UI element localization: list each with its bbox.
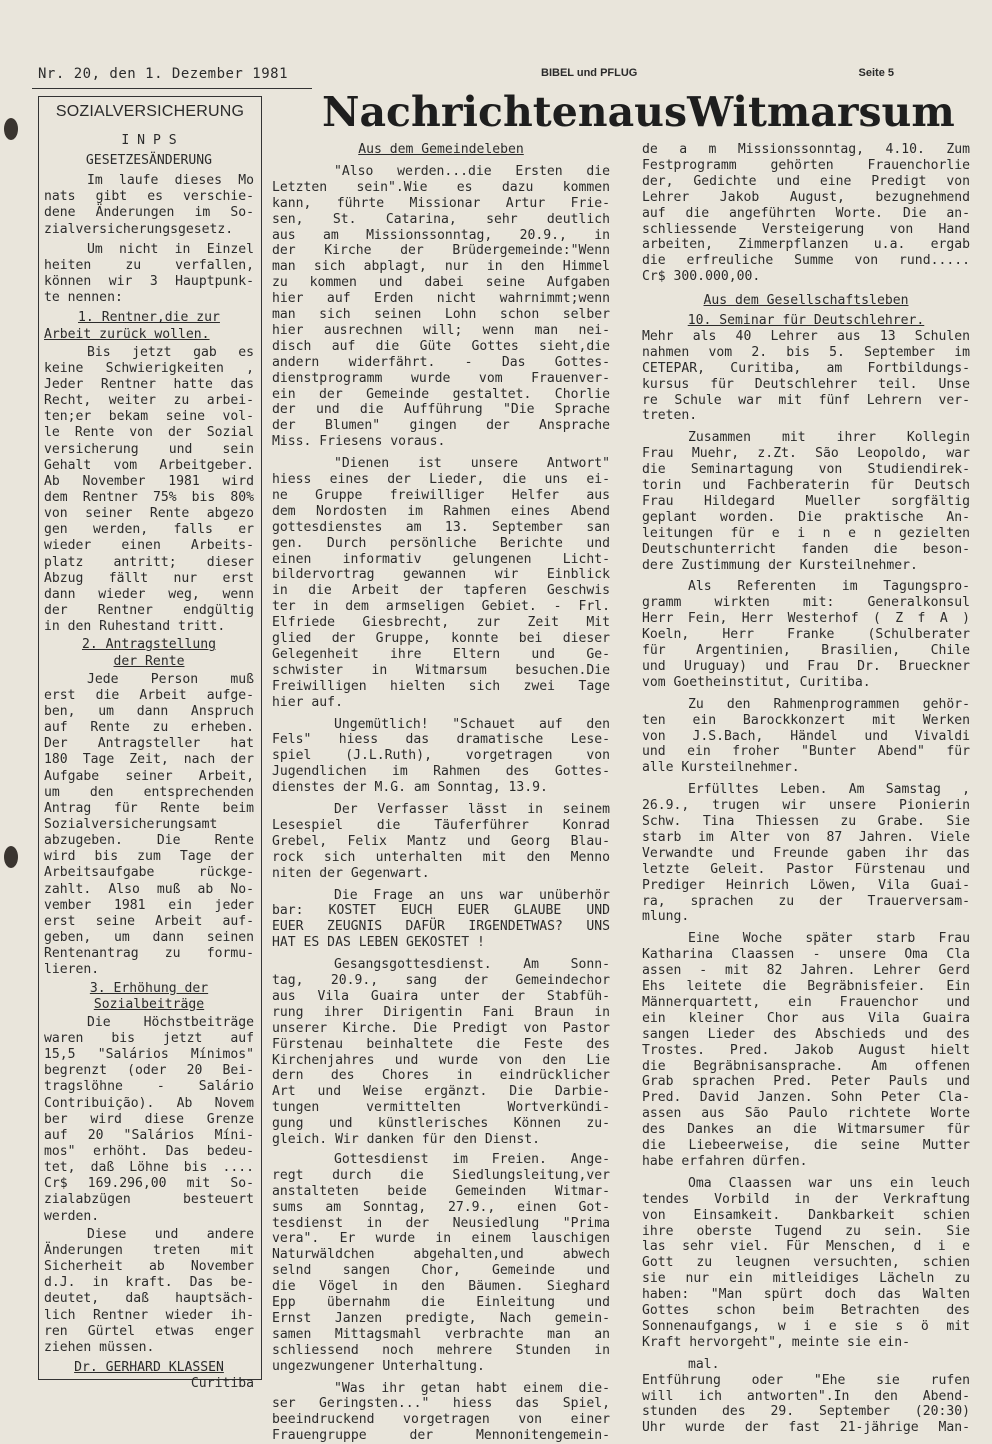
text-line: die erfreuliche Summe von rund..... xyxy=(642,253,970,269)
text-line: Freiwilligen hielten sich zwei Tage xyxy=(272,678,610,694)
text-line: schliessende Versteigerung von Hand xyxy=(642,221,970,237)
text-line: habe erfahren dürfen. xyxy=(642,1153,808,1169)
text-line: Art und Weise ergänzt. Die Darbie- xyxy=(272,1084,610,1100)
text-line: schwister in Witmarsum besuchen.Die xyxy=(272,662,610,678)
text-line: und ein froher "Bunter Abend" für xyxy=(642,744,970,760)
text-line: tesdienst in der Neusiedlung "Prima xyxy=(272,1215,610,1231)
text-line: Kraft hervorgeht", meinte sie ein- xyxy=(642,1334,911,1350)
sidebar-line: lich Rentner wieder ih- xyxy=(44,1307,254,1323)
sidebar-title: SOZIALVERSICHERUNG xyxy=(55,103,245,120)
author-line: Dr. GERHARD KLASSEN xyxy=(74,1359,224,1375)
sidebar-line: Sicherheit ab November xyxy=(44,1259,254,1275)
sidebar-line: Sozialversicherungsamt xyxy=(44,817,218,832)
text-line: der Blumen" gingen der Ansprache xyxy=(272,418,610,434)
text-line: torin und Fachberaterin für Deutsch xyxy=(642,478,970,493)
text-line: Ehs leitete die Begräbnisfeier. Ein xyxy=(642,979,970,994)
text-line: auf die angeführten Worte. Die an- xyxy=(642,205,970,221)
text-line: anstalteten beide Gemeinden Witmar- xyxy=(272,1183,610,1199)
article-title xyxy=(322,88,955,136)
sidebar-line: Ab November 1981 wird xyxy=(44,473,254,489)
sidebar-line: Arbeitsaufgabe rückge- xyxy=(44,865,254,881)
sidebar-line: keine Schwierigkeiten , xyxy=(44,360,254,376)
text-line: hier ausrechnen will; wenn man nei- xyxy=(272,322,610,338)
text-line: Zusammen mit ihrer Kollegin xyxy=(688,430,970,446)
text-line: stunden des 29. September (20:30) xyxy=(642,1404,970,1420)
text-line: Trostes. Pred. Jakob August hielt xyxy=(642,1042,970,1058)
sidebar-line: zahlt. Also muß ab No- xyxy=(44,881,254,897)
text-line: dern des Chores in eindrücklicher xyxy=(272,1068,610,1084)
text-line: Gelegenheit ihre Eltern und Ge- xyxy=(272,646,610,662)
text-line: mal. xyxy=(688,1356,720,1372)
sidebar-line: deutet, daß hauptsäch- xyxy=(44,1291,254,1307)
sidebar-line: können wir 3 Hauptpunk- xyxy=(44,274,254,290)
text-line: kann, führte Missionar Artur Frie- xyxy=(272,195,610,211)
sidebar-line: Jeder Rentner hatte das xyxy=(44,376,254,392)
sidebar-line: Antrag für Rente beim xyxy=(44,800,254,816)
text-line: ein kleiner Chor aus Vila Guaira xyxy=(642,1010,970,1026)
text-line: "Dienen ist unsere Antwort" xyxy=(334,456,610,472)
text-line: dem Nordosten im Rahmen eines Abend xyxy=(272,503,610,519)
page-header xyxy=(38,66,932,82)
text-line: der Kirche der Brüdergemeinde:"Wenn xyxy=(272,243,610,259)
text-line: Gottesdienst im Freien. Ange- xyxy=(334,1151,610,1167)
text-line: dienstes der M.G. am Sonntag, 13.9. xyxy=(272,780,548,796)
text-line: Deutschunterricht fanden die beson- xyxy=(642,541,970,557)
sidebar-line: I N P S xyxy=(121,133,177,148)
text-line: re Schule war mit fünf Lehrern ver- xyxy=(642,392,970,408)
text-line: spiel (J.L.Ruth), vorgetragen von xyxy=(272,748,610,764)
sidebar-line: Diese und andere xyxy=(87,1226,254,1242)
text-line: unserer Kirche. Die Predigt von Pastor xyxy=(272,1020,610,1036)
sidebar-line: lieren. xyxy=(44,962,100,978)
text-line: assen aus São Paulo richtete Worte xyxy=(642,1106,970,1122)
sidebar-line: erst die Arbeit aufge- xyxy=(44,687,254,703)
sidebar-line: Arbeit zurück wollen. xyxy=(44,326,210,342)
text-line: bildervortrag gewannen wir Einblick xyxy=(272,567,610,583)
sidebar-line: tet, daß Löhne bis .... xyxy=(44,1160,254,1176)
sidebar-line: Aufgabe seiner Arbeit, xyxy=(44,768,254,784)
text-line: glied der Gruppe, konnte bei dieser xyxy=(272,631,610,646)
sidebar-line: ber wird diese Grenze xyxy=(44,1111,254,1127)
text-line: Ernst Janzen predigte, Nach gemein- xyxy=(272,1310,610,1326)
text-line: Gottes schon beim Betrachten des xyxy=(642,1303,970,1318)
text-line: mlung. xyxy=(642,909,690,925)
text-line: Prediger Heinrich Löwen, Vila Guai- xyxy=(642,877,970,893)
title-word: Nachrichten xyxy=(322,88,608,136)
text-line: 26.9., trugen wir unsere Pionierin xyxy=(642,798,970,814)
sidebar-line: 3. Erhöhung der xyxy=(89,980,209,996)
sidebar-line: Änderungen treten mit xyxy=(44,1242,254,1258)
text-line: starb im Alter von 87 Jahren. Viele xyxy=(642,829,970,845)
text-line: Lehrer Jakob August, bezugnehmend xyxy=(642,189,970,205)
sidebar-line: ren Gürtel etwas enger xyxy=(44,1323,254,1339)
text-line: Zu den Rahmenprogrammen gehör- xyxy=(688,696,970,712)
sidebar-line: le Rente von der Sozial xyxy=(44,425,254,441)
sidebar-line: Jede Person muß xyxy=(87,671,254,687)
text-line: 10. Seminar für Deutschlehrer. xyxy=(687,313,925,328)
sidebar-line: in den Ruhestand tritt. xyxy=(44,619,226,635)
text-line: ihre oberste Tugend zu sein. Sie xyxy=(642,1223,970,1239)
text-line: ser Geringsten..." hiess das Spiel, xyxy=(272,1396,610,1412)
sidebar-line: auf 20 "Salários Míni- xyxy=(44,1127,254,1143)
text-line: sie nur ein mitleidiges Lächeln zu xyxy=(642,1271,970,1287)
title-word: Witmarsum xyxy=(687,88,955,136)
text-line: Pred. David Janzen. Sohn Peter Cla- xyxy=(642,1090,970,1106)
sidebar-line: tragslöhne - Salário xyxy=(44,1079,254,1095)
sidebar-line: gen werden, falls er xyxy=(44,522,254,538)
sidebar-line: auf Rente zu erheben. xyxy=(44,720,254,736)
text-line: Eine Woche später starb Frau xyxy=(688,931,970,947)
sidebar-line: Im laufe dieses Mo xyxy=(87,173,254,189)
text-line: beeindruckend vorgetragen von einer xyxy=(272,1412,610,1428)
sidebar-line: 1. Rentner,die zur xyxy=(78,310,220,326)
sidebar-line: ten;er bekam seine vol- xyxy=(44,409,254,425)
sidebar-line: erst seine Arbeit auf- xyxy=(44,913,254,929)
text-line: "Was ihr getan habt einem die- xyxy=(334,1380,610,1396)
sidebar-line: 15,5 "Salários Mínimos" xyxy=(44,1047,254,1063)
text-line: samen Mittagsmahl verbrachte man an xyxy=(272,1326,610,1342)
text-line: andern widerfährt. - Das Gottes- xyxy=(272,354,610,370)
text-line: rung ihrer Dirigentin Fani Braun in xyxy=(272,1004,610,1020)
text-line: dere Zustimmung der Kursteilnehmer. xyxy=(642,557,918,573)
text-line: die Vögel in den Bäumen. Sieghard xyxy=(272,1279,610,1295)
text-line: die Liebeerweise, die seine Mutter xyxy=(642,1138,970,1153)
text-line: Gesangsgottesdienst. Am Sonn- xyxy=(334,957,610,973)
sidebar-line: d.J. in kraft. Das be- xyxy=(44,1275,254,1291)
title-word: aus xyxy=(607,88,688,136)
text-line: die Seminartagung von Studiendirek- xyxy=(642,462,970,478)
text-line: Entführung oder "Ehe sie rufen xyxy=(642,1372,970,1388)
publication-name: BIBEL und PFLUG xyxy=(541,67,638,79)
text-line: gung und künstlerisches Können zu- xyxy=(272,1116,610,1132)
sidebar-line: geben, um dann seinen xyxy=(44,930,254,946)
text-line: tendes Vorbild in der Verkraftung xyxy=(642,1191,970,1207)
text-line: Frau Hildegard Mueller sorgfältig xyxy=(642,493,970,509)
sidebar-line: te nennen: xyxy=(44,290,123,306)
text-line: Mehr als 40 Lehrer aus 13 Schulen xyxy=(642,328,970,344)
text-line: der, Gedichte und eine Predigt von xyxy=(642,173,970,189)
text-line: gramm wirkten mit: Generalkonsul xyxy=(642,595,970,611)
text-line: Männerquartett, ein Frauenchor und xyxy=(642,994,970,1010)
text-line: Festprogramm gehörten Frauenchorlie xyxy=(642,157,970,173)
text-line: Elfriede Giesbrecht, zur Zeit Mit xyxy=(272,615,610,631)
text-line: Grab sprachen Pred. Peter Pauls und xyxy=(642,1074,970,1090)
text-line: Frauengruppe der Mennonitengemein- xyxy=(272,1428,610,1444)
sidebar-line: Abzug fällt nur erst xyxy=(44,570,254,586)
page-number: Seite 5 xyxy=(858,67,894,79)
text-line: kursus für Deutschlehrer teil. Unse xyxy=(642,376,970,392)
text-line: rock sich unterhalten mit den Menno xyxy=(272,849,610,865)
sidebar-line: heiten zu verfallen, xyxy=(44,257,254,273)
sidebar-line: platz antritt; dieser xyxy=(44,554,254,570)
text-line: dienstprogramm wurde vom Frauenver- xyxy=(272,370,610,386)
text-line: Miss. Friesens voraus. xyxy=(272,434,446,450)
text-line: ein der Gemeinde gestaltet. Chorlie xyxy=(272,386,610,402)
text-line: arbeiten, Zimmerpflanzen u.a. ergab xyxy=(642,237,970,253)
text-line: Der Verfasser lässt in seinem xyxy=(334,802,610,817)
sidebar-line: abzugeben. Die Rente xyxy=(44,833,254,849)
sidebar-line: Die Höchstbeiträge xyxy=(87,1014,254,1030)
text-line: und Uruguay) und Frau Dr. Brueckner xyxy=(642,658,970,674)
text-line: Uhr wurde der fast 21-jährige Man- xyxy=(642,1420,970,1436)
sidebar-line: versicherung und sein xyxy=(44,441,254,457)
text-line: von Einsamkeit. Dankbarkeit schien xyxy=(642,1207,970,1223)
sidebar-line: mos" erhöht. Das bedeu- xyxy=(44,1144,254,1159)
sidebar-line: von seiner Rente abgezo xyxy=(44,506,254,522)
text-line: Cr$ 300.000,00. xyxy=(642,269,761,285)
text-line: man sich seinen Lohn schon selber xyxy=(272,307,610,322)
text-line: Die Frage an uns war unüberhör xyxy=(334,887,610,903)
text-line: will ich antworten".In den Abend- xyxy=(642,1388,970,1404)
text-line: vera". Er wurde in einem lauschigen xyxy=(272,1231,610,1247)
sidebar-line: vember 1981 ein jeder xyxy=(44,897,254,913)
text-line: leitungen für e i n e n gezielten xyxy=(642,525,970,541)
text-line: ter in dem armseligen Gebiet. - Frl. xyxy=(272,599,610,615)
text-line: zu kommen und dabei seine Aufgaben xyxy=(272,275,610,291)
sidebar-line: Rentenantrag zu formu- xyxy=(44,946,254,962)
text-line: gen. Durch persönliche Berichte und xyxy=(272,535,610,551)
sidebar-line: ziehen müssen. xyxy=(44,1339,155,1355)
text-line: gleich. Wir danken für den Dienst. xyxy=(272,1132,541,1147)
sidebar-line: wird bis zum Tage der xyxy=(44,849,254,865)
text-line: vom Goetheinstitut, Curitiba. xyxy=(642,674,871,690)
text-line: gottesdienstes am 13. September san xyxy=(272,519,610,535)
text-line: hier auf Erden nicht wahrnimmt;wenn xyxy=(272,291,610,307)
sidebar-line: dann wieder weg, wenn xyxy=(44,586,254,602)
text-line: der und die Aufführung "Die Sprache xyxy=(272,402,610,418)
text-line: Katharina Claassen - unsere Oma Cla xyxy=(642,947,970,963)
text-line: Jugendlichen im Rahmen des Gottes- xyxy=(272,764,610,780)
text-line: de a m Missionssonntag, 4.10. Zum xyxy=(642,142,970,157)
text-line: Naturwäldchen abgehalten,und abwech xyxy=(272,1247,610,1263)
sidebar-line: Der Antragsteller hat xyxy=(44,736,254,752)
text-line: Aus dem Gemeindeleben xyxy=(358,142,524,157)
sidebar-line: Gehalt vom Arbeitgeber. xyxy=(44,457,254,473)
text-line: HAT ES DAS LEBEN GEKOSTET ! xyxy=(272,935,485,951)
text-line: sums am Sonntag, 27.9., einen Got- xyxy=(272,1199,610,1215)
text-line: las sehr viel. Für Menschen, d i e xyxy=(642,1239,970,1255)
article-column-1 xyxy=(272,140,610,1444)
text-line: selnd sangen Chor, Gemeinde und xyxy=(272,1263,610,1279)
text-line: "Also werden...die Ersten die xyxy=(334,163,610,179)
sidebar-line: ben, um dann Anspruch xyxy=(44,703,254,719)
text-line: aus am Missionssonntag, 20.9., in xyxy=(272,227,610,243)
text-line: Grebel, Felix Mantz und Georg Blau- xyxy=(272,833,610,849)
text-line: disch auf die Güte Gottes sieht,die xyxy=(272,338,610,354)
text-line: einen informativ gelungenen Licht- xyxy=(272,551,610,567)
text-line: Gott zu leugnen versuchten, schien xyxy=(642,1255,970,1271)
sidebar-line: dem Rentner 75% bis 80% xyxy=(44,490,254,505)
text-line: Herr Fein, Herr Westerhof ( Z f A ) xyxy=(642,611,970,627)
text-line: schliessend noch mehrere Stunden in xyxy=(272,1342,610,1358)
text-line: Lesespiel die Täuferführer Konrad xyxy=(272,817,610,833)
text-line: alle Kursteilnehmer. xyxy=(642,760,800,776)
text-line: geplant worden. Die praktische An- xyxy=(642,509,970,525)
sidebar-line: zialabzügen besteuert xyxy=(44,1192,254,1208)
text-line: letzte Geleit. Pastor Fürstenau und xyxy=(642,861,970,877)
text-line: CETEPAR, Curitiba, am Fortbildungs- xyxy=(642,360,970,376)
sidebar-line: um den entsprechenden xyxy=(44,784,254,800)
text-line: regt durch die Siedlungsleitung,ver xyxy=(272,1167,610,1183)
text-line: Verwandte und Freunde gaben ihr das xyxy=(642,845,970,861)
text-line: Erfülltes Leben. Am Samstag , xyxy=(688,782,970,798)
sidebar-line: dene Änderungen im So- xyxy=(44,205,254,221)
punch-hole xyxy=(4,118,18,140)
issue-line: Nr. 20, den 1. Dezember 1981 xyxy=(38,66,289,82)
sidebar-line: waren bis jetzt auf xyxy=(44,1030,254,1046)
text-line: Fels" hiess das dramatische Lese- xyxy=(272,732,610,748)
text-line: die Begräbnisansprache. Am offenen xyxy=(642,1058,970,1074)
text-line: Schw. Tina Thiessen zu Grabe. Sie xyxy=(642,814,970,829)
text-line: EUER ZEUGNIS DAFÜR IRGENDETWAS? UNS xyxy=(272,919,610,935)
text-line: tag, 20.9., sang der Gemeindechor xyxy=(272,973,610,988)
sidebar-box xyxy=(38,96,262,1392)
text-line: Als Referenten im Tagungspro- xyxy=(688,579,970,595)
text-line: nahmen vom 2. bis 5. September im xyxy=(642,344,970,360)
sidebar-line: Sozialbeiträge xyxy=(93,996,205,1012)
text-line: Oma Claassen war uns ein leuch xyxy=(688,1175,970,1191)
sidebar-line: 2. Antragstellung xyxy=(81,637,216,653)
text-line: aus Vila Guaira unter der Stabfüh- xyxy=(272,988,610,1004)
text-line: sen, St. Catarina, sehr deutlich xyxy=(272,211,610,227)
text-line: ra, sprachen zu der Trauerversam- xyxy=(642,893,970,909)
text-line: Koeln, Herr Franke (Schulberater xyxy=(642,627,970,643)
sidebar-line: Recht, weiter zu arbei- xyxy=(44,393,254,409)
sidebar-line: Bis jetzt gab es xyxy=(87,344,254,360)
article-column-2 xyxy=(642,140,970,1436)
text-line: Fürstenau beinhaltete die Feste des xyxy=(272,1036,610,1052)
punch-hole xyxy=(4,846,18,868)
text-line: haben: "Man spürt doch das Walten xyxy=(642,1287,970,1303)
text-line: Letzten sein".Wie es dazu kommen xyxy=(272,179,610,195)
text-line: assen - mit 82 Jahren. Lehrer Gerd xyxy=(642,963,970,979)
author-line: Curitiba xyxy=(190,1376,254,1392)
sidebar-line: begrenzt (oder 20 Bei- xyxy=(44,1063,254,1079)
text-line: ne Gruppe freiwilliger Helfer aus xyxy=(272,487,610,503)
text-line: in die Arbeit der tapferen Geschwis xyxy=(272,583,610,599)
text-line: sangen Lieder des Abschieds und des xyxy=(642,1026,970,1042)
header-rule xyxy=(32,88,312,89)
text-line: ten ein Barockkonzert mit Werken xyxy=(642,712,970,728)
sidebar-line: zialversicherungsgesetz. xyxy=(44,221,234,237)
text-line: treten. xyxy=(642,408,698,424)
sidebar-line: Cr$ 169.296,00 mit So- xyxy=(44,1176,254,1192)
text-line: Kirchenjahres und wurde von den Lie xyxy=(272,1052,610,1068)
text-line: hiess eines der Lieder, die uns ei- xyxy=(272,472,610,487)
text-line: des Dankes an die Witmarsumer für xyxy=(642,1122,970,1138)
text-line: Sonnenaufgangs, w i e sie s ö mit xyxy=(642,1318,970,1334)
text-line: ungezwungener Unterhaltung. xyxy=(272,1358,485,1374)
text-line: niten der Gegenwart. xyxy=(272,865,430,881)
sidebar-line: nats gibt es verschie- xyxy=(44,189,254,205)
text-line: für Argentinien, Brasilien, Chile xyxy=(642,643,970,658)
sidebar-line: wieder einen Arbeits- xyxy=(44,538,254,554)
sidebar-line: GESETZESÄNDERUNG xyxy=(85,153,213,168)
text-line: Frau Muehr, z.Zt. São Leopoldo, war xyxy=(642,446,970,462)
sidebar-line: Um nicht in Einzel xyxy=(87,241,254,257)
text-line: hier auf. xyxy=(272,694,343,710)
text-line: von J.S.Bach, Händel und Vivaldi xyxy=(642,728,970,744)
sidebar-line: 180 Tage Zeit, nach der xyxy=(44,752,254,768)
sidebar-line: der Rentner endgültig xyxy=(44,603,254,619)
sidebar-line: der Rente xyxy=(113,653,185,669)
sidebar-line: Contribuição). Ab Novem xyxy=(44,1095,254,1111)
text-line: bar: KOSTET EUCH EUER GLAUBE UND xyxy=(272,903,610,919)
text-line: Ungemütlich! "Schauet auf den xyxy=(334,716,610,732)
text-line: man sich abplagt, nur in den Himmel xyxy=(272,259,610,275)
text-line: Epp übernahm die Einleitung und xyxy=(272,1295,610,1310)
text-line: tungen vermittelten Wortverkündi- xyxy=(272,1100,610,1116)
sidebar-line: werden. xyxy=(44,1208,100,1224)
text-line: Aus dem Gesellschaftsleben xyxy=(703,293,909,309)
